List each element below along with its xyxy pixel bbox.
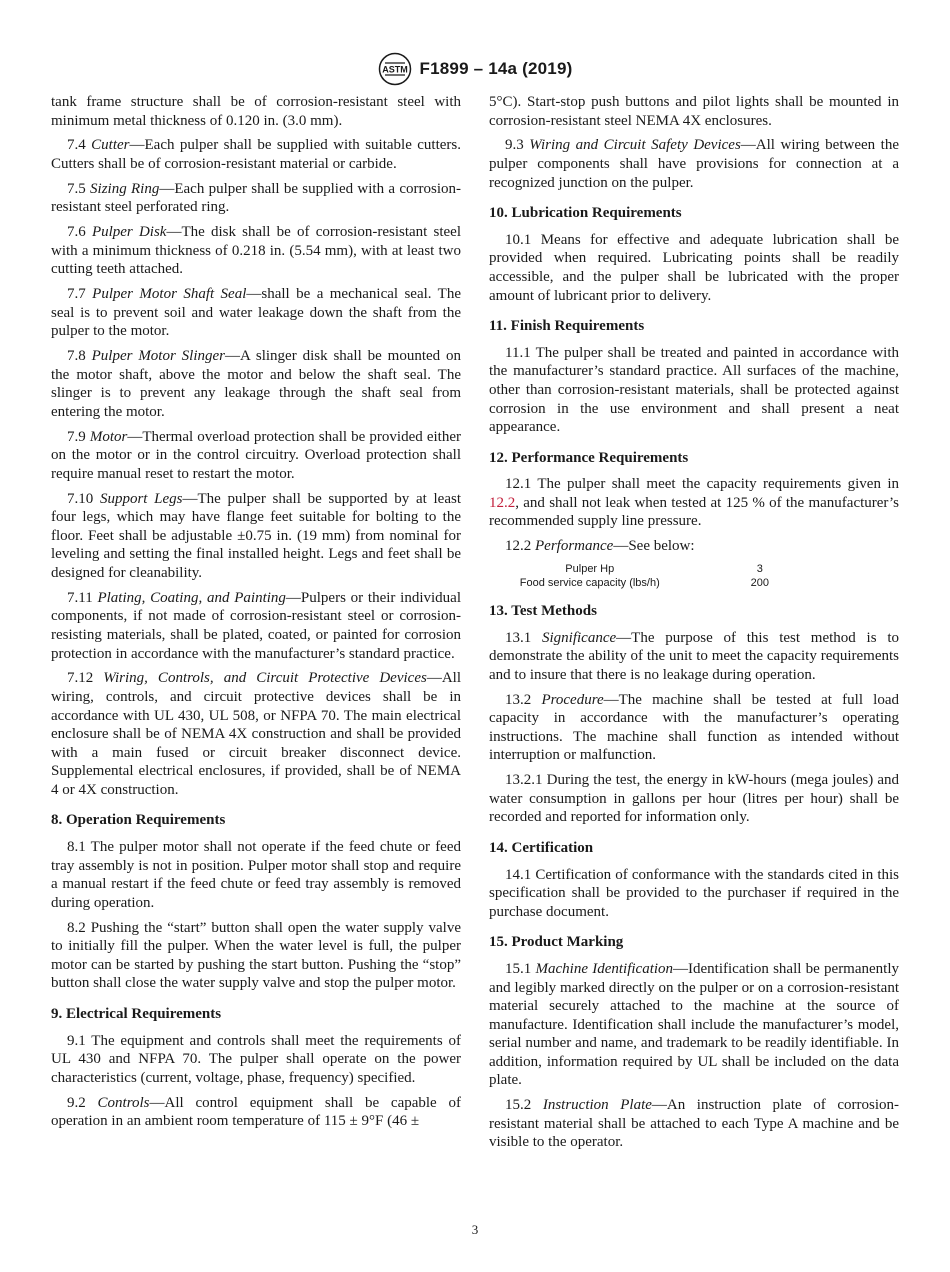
- section-12-2: 12.2 Performance—See below:: [505, 538, 695, 555]
- section-8-2: 8.2 Pushing the “start” button shall open the water supply valve to initially fill the pulper. When the water level is full, the pulper motor can be started by pushing the start button. Pushing the “stop” button shall close the water supply valve and stop the pulper motor.: [51, 919, 461, 992]
- heading-section-10: 10. Lubrication Requirements: [489, 205, 682, 222]
- heading-section-14: 14. Certification: [489, 839, 594, 856]
- heading-section-13: 13. Test Methods: [489, 603, 597, 620]
- section-11-1: 11.1 The pulper shall be treated and painted in accordance with the manufacturer’s standard practice. All surfaces of the machine, other than corrosion-resistant materials, shall be protected against corrosion in the use environment and shall present a neat appearance.: [489, 344, 899, 436]
- section-15-1: 15.1 Machine Identification—Identification shall be permanently and legibly marked directly on the pulper or on a corrosion-resistant material securely attached to the machine at the source of manufacture. Identification shall include the manufacturer’s model, serial number and name, and trademark to be readily identifiable. In addition, information required by UL shall be included on the data plate.: [489, 960, 900, 1089]
- left-column: [51, 93, 461, 1137]
- heading-section-15: 15. Product Marking: [489, 934, 624, 951]
- section-9-3: 9.3 Wiring and Circuit Safety Devices—All wiring between the pulper components shall have provisions for connection at a recognized junction on the pulper.: [489, 137, 900, 191]
- section-7-4: 7.4 Cutter—Each pulper shall be supplied with suitable cutters. Cutters shall be of corrosion-resistant material or carbide.: [51, 137, 462, 172]
- astm-logo-text: ASTM: [381, 64, 408, 75]
- section-8-1: 8.1 The pulper motor shall not operate if the feed chute or feed tray assembly is not in position. Pulper motor shall stop and require a manual restart if the feed chute or feed tray assembly is removed during operation.: [51, 839, 461, 911]
- section-13-2-1: 13.2.1 During the test, the energy in kW-hours (mega joules) and water consumption in gallons per hour (litres per hour) shall be recorded and reported for information only.: [489, 772, 899, 826]
- section-9-2: 9.2 Controls—All control equipment shall be capable of operation in an ambient room temperature of 115 ± 9°F (46 ±: [51, 1094, 461, 1130]
- performance-table: [503, 562, 803, 590]
- table-row: [503, 562, 803, 576]
- right-column: [489, 93, 899, 1158]
- section-7-9: 7.9 Motor—Thermal overload protection shall be provided either on the motor or in the control circuitry. Overload protection shall require manual reset to restart the motor.: [51, 428, 462, 482]
- section-7-11: 7.11 Plating, Coating, and Painting—Pulpers or their individual components, if not made of corrosion-resistant steel or corrosion-resisting materials, shall be plated, coated, or painted for corrosion protection in accordance with the manufacturer’s standard practice.: [51, 589, 461, 662]
- section-9-1: 9.1 The equipment and controls shall meet the requirements of UL 430 and NFPA 70. The pulper shall operate on the power characteristics (current, voltage, phase, frequency) specified.: [51, 1032, 461, 1086]
- section-12-1: 12.1 The pulper shall meet the capacity requirements given in 12.2, and shall not leak when tested at 125 % of the manufacturer’s recommended supply line pressure.: [489, 476, 899, 530]
- table-cell-label: Pulper Hp: [565, 563, 615, 576]
- section-10-1: 10.1 Means for effective and adequate lubrication shall be provided when required. Lubricating points shall be readily accessible, and the pulper shall be lubricated with the proper amount of lubricant prior to delivery.: [489, 231, 899, 304]
- heading-section-11: 11. Finish Requirements: [489, 318, 645, 335]
- heading-section-12: 12. Performance Requirements: [489, 449, 689, 466]
- heading-section-9: 9. Electrical Requirements: [51, 1006, 222, 1022]
- page-header: [0, 52, 950, 88]
- section-13-1: 13.1 Significance—The purpose of this test method is to demonstrate the ability of the unit to meet the capacity requirements and to insure that there is no leakage during operation.: [489, 629, 899, 683]
- paragraph-continuation: 5°C). Start-stop push buttons and pilot lights shall be mounted in corrosion-resistant steel NEMA 4X enclosures.: [489, 94, 899, 129]
- section-7-8: 7.8 Pulper Motor Slinger—A slinger disk shall be mounted on the motor shaft, above the motor and below the shaft seal. The slinger is to prevent any leakage through the shaft seal from entering the motor.: [51, 348, 462, 420]
- table-row: [503, 576, 803, 590]
- section-7-7: 7.7 Pulper Motor Shaft Seal—shall be a mechanical seal. The seal is to prevent soil and water leakage down the shaft from the pulper to the motor.: [51, 286, 461, 340]
- section-15-2: 15.2 Instruction Plate—An instruction plate of corrosion-resistant material shall be attached to each Type A machine and be visible to the operator.: [489, 1097, 899, 1151]
- table-cell-label: Food service capacity (lbs/h): [519, 577, 660, 590]
- section-13-2: 13.2 Procedure—The machine shall be tested at full load capacity in accordance with the manufacturer’s operating instructions. The machine shall function as intended without interruption or malfunction.: [489, 691, 899, 764]
- section-7-12: 7.12 Wiring, Controls, and Circuit Protective Devices—All wiring, controls, and circuit protective devices shall be in accordance with UL 430, UL 508, or NFPA 70. The main electrical enclosure shall be of NEMA 4X construction and shall be provided with a main fused or circuit breaker disconnect device. Supplemental electrical enclosures, if provided, shall be of NEMA 4 or 4X construction.: [51, 670, 461, 798]
- section-7-10: 7.10 Support Legs—The pulper shall be supported by at least four legs, which may have flange feet suitable for bolting to the floor. Feet shall be adjustable ±0.75 in. (19 mm) from nominal for leveling and setting the final installed height. Legs and feet shall be designed for cleanability.: [51, 490, 461, 581]
- page-number: 3: [471, 1222, 479, 1237]
- section-14-1: 14.1 Certification of conformance with the standards cited in this specification shall be provided to the purchaser if required in the purchase document.: [489, 866, 899, 920]
- paragraph-continuation: tank frame structure shall be of corrosion-resistant steel with minimum metal thickness of 0.120 in. (3.0 mm).: [51, 94, 461, 129]
- section-7-6: 7.6 Pulper Disk—The disk shall be of corrosion-resistant steel with a minimum thickness of 0.218 in. (5.54 mm), with at least two cutting teeth attached.: [51, 224, 461, 278]
- section-12-2-link[interactable]: 12.2: [489, 494, 516, 511]
- heading-section-8: 8. Operation Requirements: [51, 812, 226, 829]
- astm-logo-icon: [378, 52, 412, 86]
- table-cell-value: 200: [750, 577, 769, 590]
- table-cell-value: 3: [756, 563, 763, 576]
- document-designation: F1899 – 14a (2019): [419, 59, 573, 78]
- section-7-5: 7.5 Sizing Ring—Each pulper shall be supplied with a corrosion-resistant steel perforated ring.: [51, 180, 461, 216]
